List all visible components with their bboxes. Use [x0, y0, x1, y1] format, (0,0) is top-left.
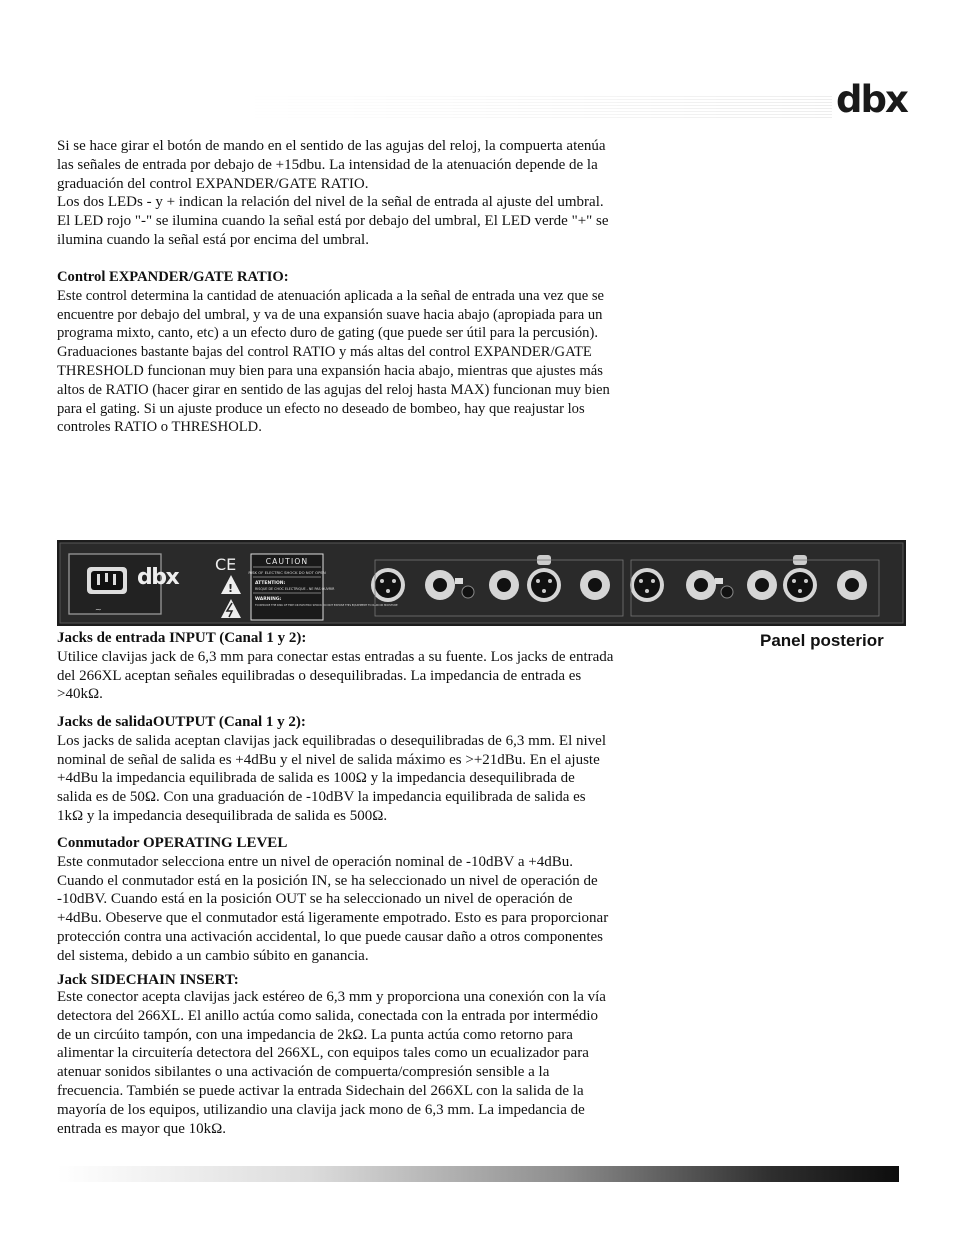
operating-level-switch-2 — [715, 578, 723, 584]
caution-title: CAUTION — [265, 557, 309, 566]
panel-brand-logo: dbx — [137, 565, 179, 590]
caution-line: RISK OF ELECTRIC SHOCK DO NOT OPEN — [248, 570, 326, 575]
intro-paragraph-2: Los dos LEDs - y + indican la relación del nivel de la señal de entrada al ajuste del umbral. El LED rojo "-" se ilumina cuando la señal está por debajo del umbral, El LED verde "+" se ilumina cuando la señal está por encima del umbral. — [57, 194, 609, 248]
output-heading: Jacks de salidaOUTPUT (Canal 1 y 2): — [57, 714, 306, 730]
operating-level-switch-1 — [455, 578, 463, 584]
attention-label: ATTENTION: — [255, 581, 286, 586]
ratio-heading: Control EXPANDER/GATE RATIO: — [57, 269, 289, 285]
svg-text:~: ~ — [95, 605, 102, 614]
warning-text: TO REDUCE THE RISK OF FIRE OR ELECTRIC SHOCK DO NOT EXPOSE THIS EQUIPMENT TO RAIN OR MOISTURE — [255, 604, 398, 607]
operating-section — [57, 834, 613, 966]
operating-text: Este conmutador selecciona entre un nivel de operación nominal de -10dBV a +4dBu. Cuando el conmutador está en la posición IN, se ha seleccionado un nivel de operación de -10dBV. Cuando está en la posición OUT se ha seleccionado un nivel de operación de +4dBu. Obeserve que el conmutador está ligeramente empotrado. Esto es para proporcionar protección contra una activación accidental, lo que puede causar daño a otros componentes del sistema, debido a un cambio súbito en ganancia. — [57, 853, 609, 964]
operating-heading: Conmutador OPERATING LEVEL — [57, 835, 288, 851]
header-rule — [238, 96, 832, 118]
output-section — [57, 713, 607, 826]
attention-text: RISQUE DE CHOC ELECTRIQUE - NE PAS OUVRIR — [255, 587, 335, 591]
sidechain-section — [57, 973, 613, 1138]
panel-caption: Panel posterior — [760, 631, 884, 650]
dbx-logo: dbx — [836, 78, 907, 121]
footer-gradient-bar — [57, 1166, 899, 1182]
sidechain-heading: Jack SIDECHAIN INSERT: — [57, 972, 239, 988]
input-heading: Jacks de entrada INPUT (Canal 1 y 2): — [57, 630, 307, 646]
intro-section — [57, 137, 617, 250]
ce-mark-icon: CE — [215, 555, 237, 574]
ratio-section — [57, 268, 617, 437]
input-section — [57, 629, 617, 704]
input-text: Utilice clavijas jack de 6,3 mm para conectar estas entradas a su fuente. Los jacks de entrada del 266XL aceptan señales equilibradas o desequilibradas. La impedancia de entrada es >40kΩ. — [57, 648, 614, 703]
intro-paragraph-1: Si se hace girar el botón de mando en el sentido de las agujas del reloj, la compuerta atenúa las señales de entrada por debajo de +15dbu. La intensidad de la atenuación depende de la graduación del control EXPANDER/GATE RATIO. — [57, 138, 606, 192]
warning-label: WARNING: — [255, 597, 282, 602]
rear-panel-illustration — [57, 540, 906, 626]
svg-text:!: ! — [228, 582, 234, 595]
output-text: Los jacks de salida aceptan clavijas jack equilibradas o desequilibradas de 6,3 mm. El nivel nominal de señal de salida es +4dBu y el nivel de salida máximo es >+21dBu. En el ajuste +4dBu la impedancia equilibrada de salida es 100Ω y la impedancia desequilibrada de salida es de 50Ω. Con una graduación de -10dBV la impedancia equilibrada de salida es 1kΩ y la impedancia desequilibrada de salida es 500Ω. — [57, 732, 606, 824]
sidechain-text: Este conector acepta clavijas jack estéreo de 6,3 mm y proporciona una conexión con la vía detectora del 266XL. El anillo actúa como salida, conectada con la entrada por intermédio de un circúito tampón, con una impedancia de 2kΩ. La punta actúa como retorno para alimentar la circuitería detectora del 266XL, con equipos tales como un ecualizador para atenuar sonidos sibilantes o una activación de compuerta/compresión sensible a la frecuencia. También se puede activar la entrada Sidechain del 266XL con la salida de la mayoría de los equipos, utilizandio una clavija jack mono de 6,3 mm. La impedancia de entrada es mayor que 10kΩ. — [57, 989, 606, 1137]
ratio-text: Este control determina la cantidad de atenuación aplicada a la señal de entrada una vez que se encuentre por debajo del umbral, y va de una expansión suave hacia abajo (apropiada para un programa mixto, canto, etc) a un efecto duro de gating (que puede ser útil para la percusión). Graduaciones bastante bajas del control RATIO y más altas del control EXPANDER/GATE THRESHOLD funcionan muy bien para una expansión hacia abajo, mientras que ajustes más altos de RATIO (hacer girar en sentido de las agujas del reloj hasta MAX) funcionan muy bien para el gating. Si un ajuste produce un efecto no deseado de bombeo, hay que reajustar los controles RATIO o THRESHOLD. — [57, 287, 610, 436]
